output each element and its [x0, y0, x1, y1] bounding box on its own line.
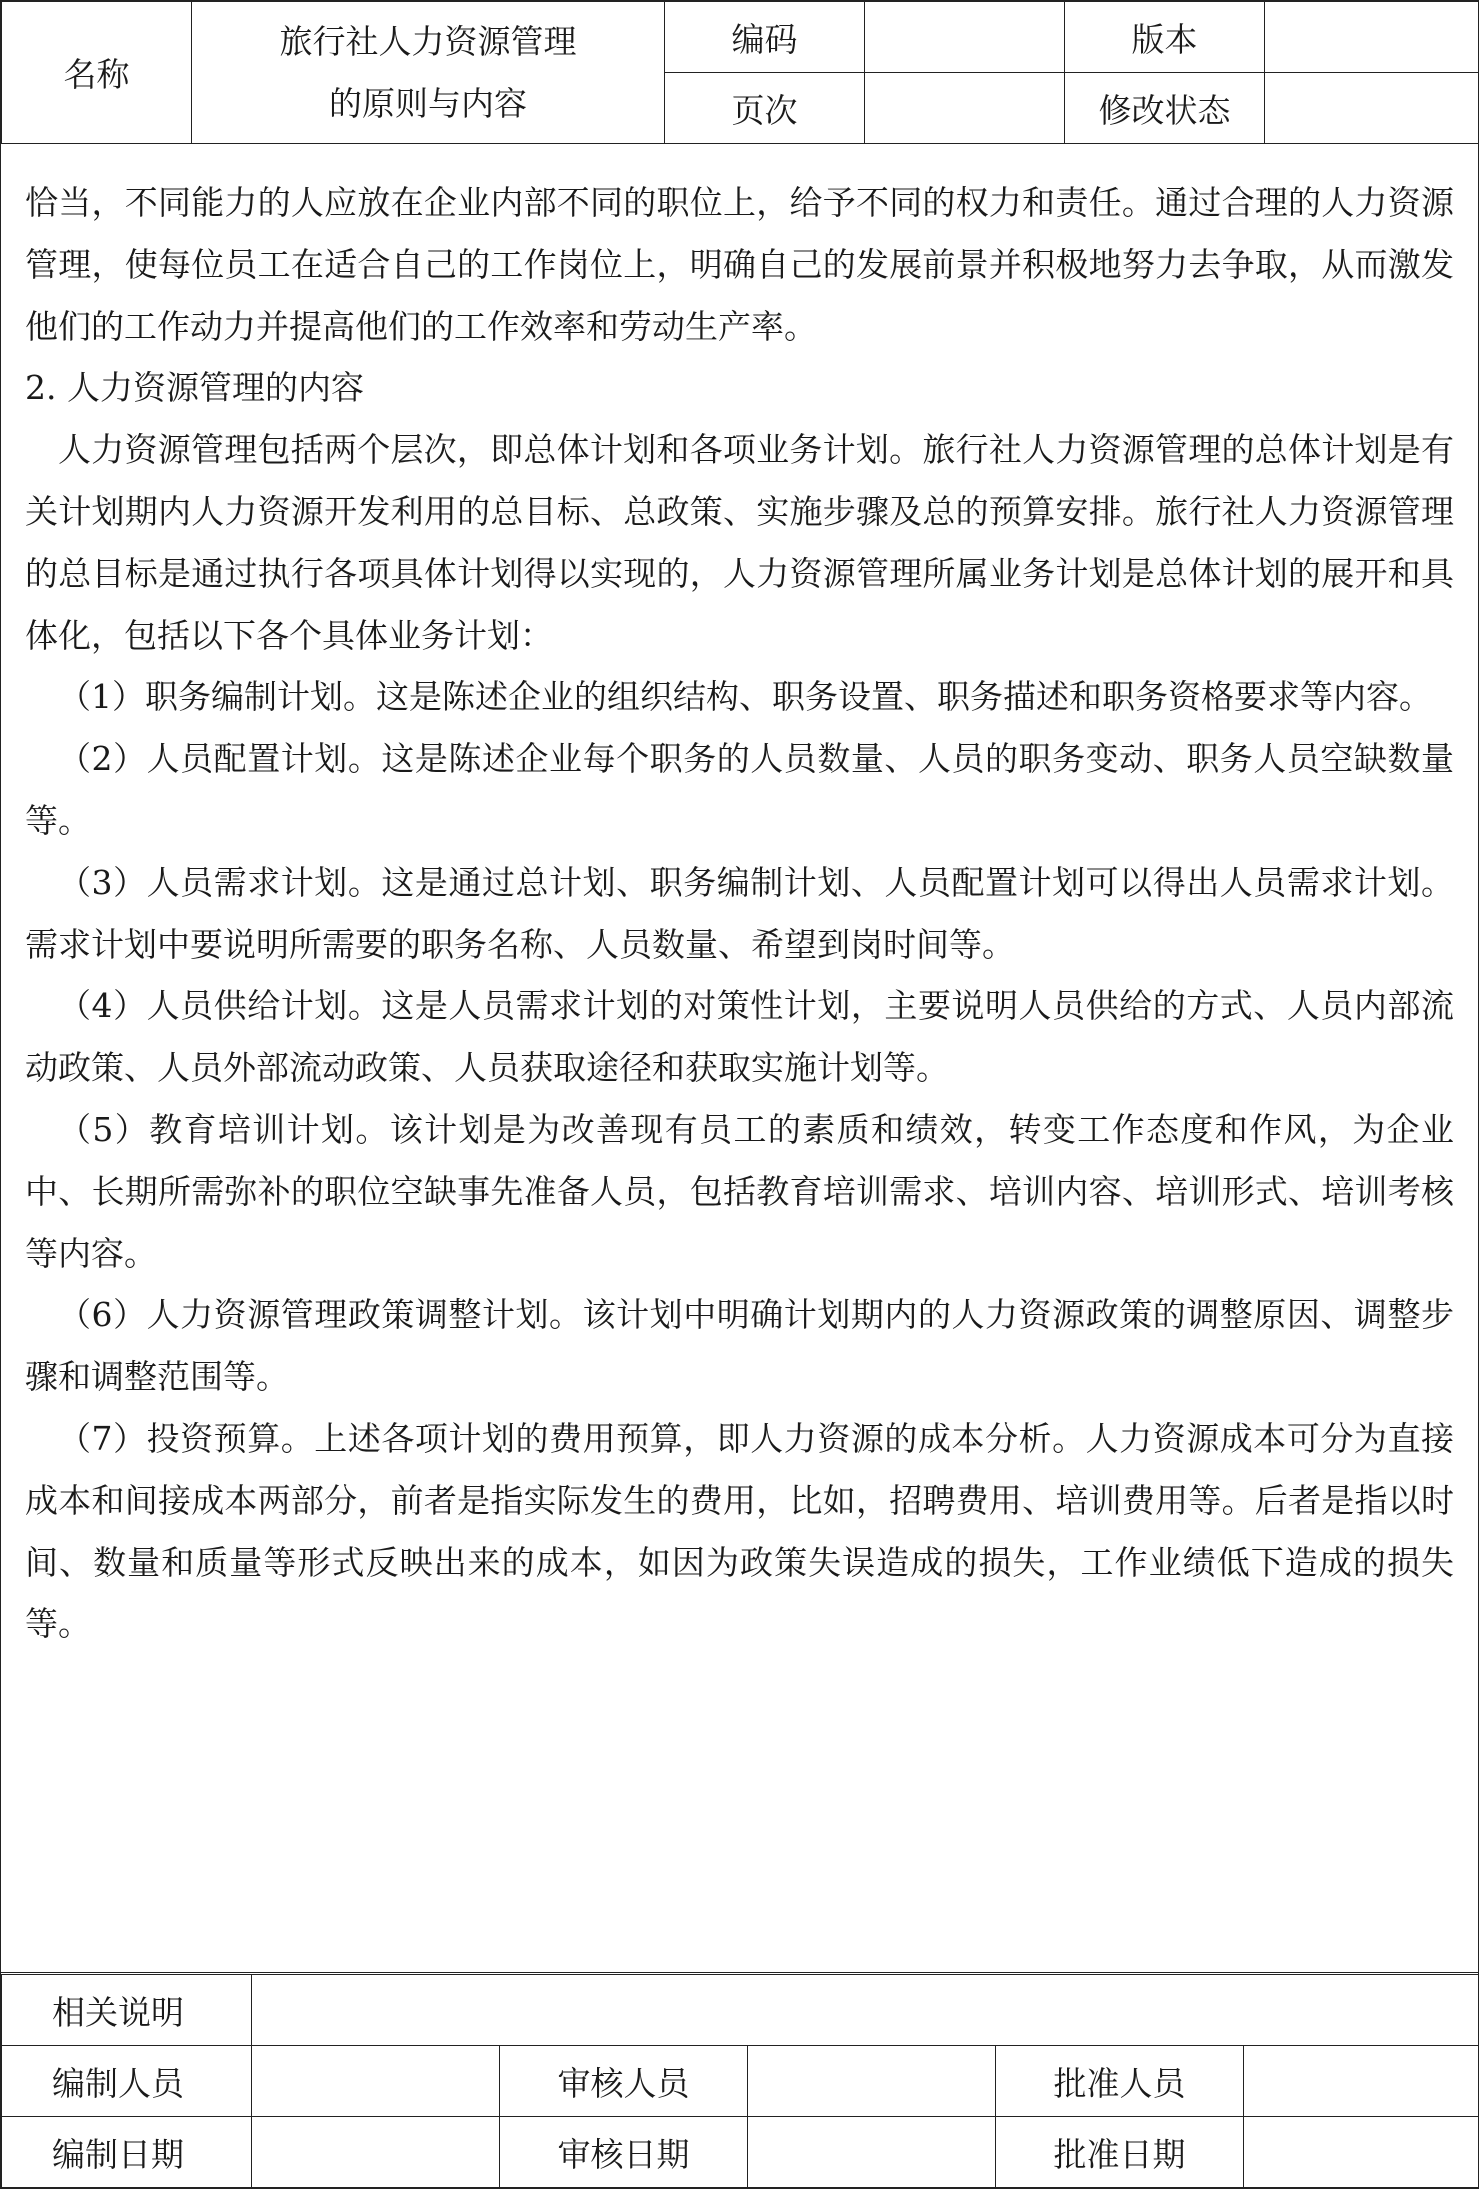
list-item: （6）人力资源管理政策调整计划。该计划中明确计划期内的人力资源政策的调整原因、调整步骤和调整范围等。	[25, 1295, 1454, 1397]
paragraph: 恰当，不同能力的人应放在企业内部不同的职位上，给予不同的权力和责任。通过合理的人力资源管理，使每位员工在适合自己的工作岗位上，明确自己的发展前景并积极地努力去争取，从而激发他们的工作动力并提高他们的工作效率和劳动生产率。	[25, 183, 1454, 346]
review-date-label: 审核日期	[500, 2117, 748, 2188]
section-heading: 2. 人力资源管理的内容	[25, 368, 364, 408]
reviewer-label: 审核人员	[500, 2046, 748, 2117]
code-value	[865, 2, 1065, 73]
notes-label: 相关说明	[2, 1975, 252, 2046]
list-item: （1）职务编制计划。这是陈述企业的组织结构、职务设置、职务描述和职务资格要求等内容。	[58, 677, 1432, 717]
reviewer-value	[748, 2046, 996, 2117]
approve-date-value	[1244, 2117, 1479, 2188]
document-title-line1: 旅行社人力资源管理	[279, 21, 577, 61]
list-item: （3）人员需求计划。这是通过总计划、职务编制计划、人员配置计划可以得出人员需求计划。需求计划中要说明所需要的职务名称、人员数量、希望到岗时间等。	[25, 862, 1454, 964]
list-item: （7）投资预算。上述各项计划的费用预算，即人力资源的成本分析。人力资源成本可分为直接成本和间接成本两部分，前者是指实际发生的费用，比如，招聘费用、培训费用等。后者是指以时间、数量和质量等形式反映出来的成本，如因为政策失误造成的损失，工作业绩低下造成的损失等。	[25, 1418, 1454, 1644]
editor-label: 编制人员	[2, 2046, 252, 2117]
revision-value	[1265, 73, 1479, 144]
list-item: （2）人员配置计划。这是陈述企业每个职务的人员数量、人员的职务变动、职务人员空缺数量等。	[25, 739, 1454, 840]
document-title-line2: 的原则与内容	[329, 83, 527, 123]
document-title	[192, 2, 665, 144]
review-date-value	[748, 2117, 996, 2188]
name-label: 名称	[2, 2, 192, 144]
approve-date-label: 批准日期	[996, 2117, 1244, 2188]
revision-label: 修改状态	[1065, 73, 1265, 144]
version-value	[1265, 2, 1479, 73]
header-table	[1, 1, 1479, 144]
content-area	[1, 143, 1478, 1973]
edit-date-value	[252, 2117, 500, 2188]
footer-table	[1, 1974, 1479, 2188]
editor-value	[252, 2046, 500, 2117]
list-item: （4）人员供给计划。这是人员需求计划的对策性计划，主要说明人员供给的方式、人员内部流动政策、人员外部流动政策、人员获取途径和获取实施计划等。	[25, 986, 1454, 1088]
paragraph: 人力资源管理包括两个层次，即总体计划和各项业务计划。旅行社人力资源管理的总体计划是有关计划期内人力资源开发利用的总目标、总政策、实施步骤及总的预算安排。旅行社人力资源管理的总目标是通过执行各项具体计划得以实现的，人力资源管理所属业务计划是总体计划的展开和具体化，包括以下各个具体业务计划：	[25, 430, 1454, 655]
version-label: 版本	[1065, 2, 1265, 73]
approver-value	[1244, 2046, 1479, 2117]
page-value	[865, 73, 1065, 144]
approver-label: 批准人员	[996, 2046, 1244, 2117]
list-item: （5）教育培训计划。该计划是为改善现有员工的素质和绩效，转变工作态度和作风，为企业中、长期所需弥补的职位空缺事先准备人员，包括教育培训需求、培训内容、培训形式、培训考核等内容。	[25, 1109, 1454, 1273]
code-label: 编码	[665, 2, 865, 73]
notes-value	[252, 1975, 1479, 2046]
edit-date-label: 编制日期	[2, 2117, 252, 2188]
page-label: 页次	[665, 73, 865, 144]
